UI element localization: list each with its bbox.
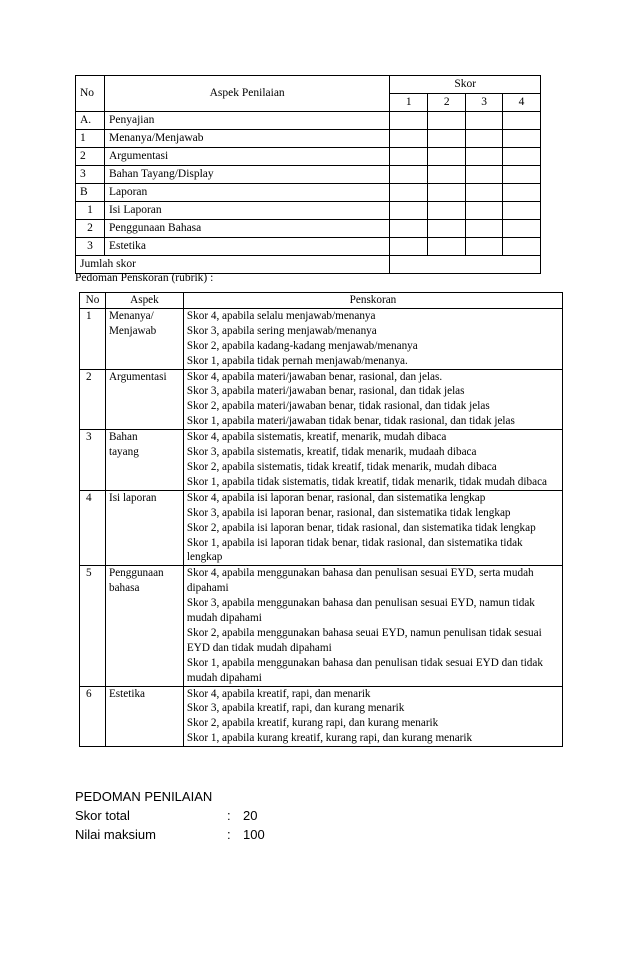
rubric-criterion: Skor 3, apabila materi/jawaban benar, rasional, dan tidak jelas [186,385,465,398]
rubric-criterion: Skor 3, apabila sering menjawab/menanya [186,324,377,337]
grading-label: Skor total [75,808,130,823]
total-score-cell [390,256,541,274]
rubric-criterion: Skor 1, apabila isi laporan tidak benar, tidak rasional, dan sistematika tidak lengkap [186,536,523,564]
rubric-criterion: Skor 1, apabila tidak sistematis, tidak kreatif, tidak menarik, tidak mudah dibaca [186,475,547,488]
score-cell [428,184,466,202]
rubric-criterion: Skor 1, apabila materi/jawaban tidak benar, tidak rasional, dan tidak jelas [186,415,515,428]
row-no: 1 [76,130,105,148]
header-score-1: 1 [390,94,428,112]
score-cell [466,130,503,148]
grading-row-total [75,806,265,825]
rubric-aspek-line: Menjawab [108,324,157,337]
score-cell [428,148,466,166]
rubric-table [79,292,563,747]
row-aspek: Menanya/Menjawab [104,130,389,148]
score-cell [503,220,541,238]
grading-row-max [75,825,265,844]
rubric-criterion: Skor 1, apabila kurang kreatif, kurang rapi, dan kurang menarik [186,732,473,745]
row-no: 1 [76,202,105,220]
score-cell [503,112,541,130]
rubric-criteria [183,490,562,566]
score-cell [428,238,466,256]
grading-guide-title: PEDOMAN PENILAIAN [75,789,213,804]
table-row [76,148,541,166]
rubric-aspek-line: Isi laporan [108,491,157,504]
header-no: No [76,76,105,112]
row-aspek: Isi Laporan [104,202,389,220]
table-row [76,112,541,130]
grading-value: 20 [243,808,258,823]
score-cell [390,202,428,220]
score-cell [390,166,428,184]
header-score-3: 3 [466,94,503,112]
rubric-header-no: No [80,293,106,309]
rubric-aspek [105,308,183,369]
rubric-caption: Pedoman Penskoran (rubrik) : [75,272,214,284]
header-aspek: Aspek Penilaian [104,76,389,112]
header-score-2: 2 [428,94,466,112]
score-cell [428,130,466,148]
rubric-criterion: Skor 2, apabila kreatif, kurang rapi, dan kurang menarik [186,717,439,730]
table-row [76,130,541,148]
row-no: 2 [76,220,105,238]
rubric-aspek-line: Argumentasi [108,370,167,383]
row-no: 3 [76,238,105,256]
rubric-no: 6 [80,686,106,747]
rubric-aspek-line: tayang [108,446,139,459]
rubric-aspek-line: bahasa [108,582,140,595]
rubric-aspek [105,369,183,430]
score-cell [390,130,428,148]
row-aspek: Penyajian [104,112,389,130]
score-cell [428,112,466,130]
rubric-no: 5 [80,566,106,686]
rubric-row [80,686,563,747]
rubric-criterion: Skor 3, apabila menggunakan bahasa dan penulisan sesuai EYD, namun tidak mudah dipahami [186,597,535,625]
rubric-criterion: Skor 4, apabila isi laporan benar, rasional, dan sistematika lengkap [186,491,486,504]
rubric-row [80,308,563,369]
score-cell [503,238,541,256]
rubric-row [80,490,563,566]
score-cell [390,112,428,130]
score-cell [390,220,428,238]
score-cell [466,220,503,238]
score-cell [503,148,541,166]
score-cell [428,202,466,220]
row-no: B [76,184,105,202]
rubric-no: 2 [80,369,106,430]
rubric-criterion: Skor 2, apabila materi/jawaban benar, tidak rasional, dan tidak jelas [186,400,490,413]
rubric-aspek-line: Estetika [108,687,146,700]
rubric-criteria [183,430,562,491]
score-cell [466,166,503,184]
row-aspek: Penggunaan Bahasa [104,220,389,238]
rubric-criterion: Skor 4, apabila sistematis, kreatif, menarik, mudah dibaca [186,431,447,444]
table-row [76,238,541,256]
score-cell [390,238,428,256]
score-cell [466,112,503,130]
rubric-aspek [105,566,183,686]
rubric-criterion: Skor 2, apabila kadang-kadang menjawab/menanya [186,339,418,352]
total-label: Jumlah skor [76,256,390,274]
rubric-header-penskoran: Penskoran [183,293,562,309]
row-no: A. [76,112,105,130]
rubric-criteria [183,308,562,369]
score-cell [466,238,503,256]
score-cell [503,166,541,184]
table-row [76,202,541,220]
rubric-criteria [183,369,562,430]
rubric-aspek-line: Penggunaan [108,567,164,580]
rubric-criterion: Skor 4, apabila menggunakan bahasa dan penulisan sesuai EYD, serta mudah dipahami [186,567,534,595]
row-no: 3 [76,166,105,184]
score-cell [390,184,428,202]
row-aspek: Bahan Tayang/Display [104,166,389,184]
rubric-criterion: Skor 1, apabila menggunakan bahasa dan penulisan tidak sesuai EYD dan tidak mudah dipahami [186,656,543,684]
score-cell [503,130,541,148]
grading-separator: : [227,827,231,842]
score-cell [466,202,503,220]
rubric-criterion: Skor 1, apabila tidak pernah menjawab/menanya. [186,354,408,367]
rubric-criterion: Skor 4, apabila kreatif, rapi, dan menarik [186,687,371,700]
rubric-row [80,430,563,491]
row-aspek: Estetika [104,238,389,256]
table-row [76,166,541,184]
rubric-criterion: Skor 2, apabila isi laporan benar, tidak rasional, dan sistematika tidak lengkap [186,521,536,534]
rubric-aspek-line: Menanya/ [108,309,154,322]
rubric-header-aspek: Aspek [105,293,183,309]
score-cell [428,166,466,184]
rubric-criterion: Skor 2, apabila menggunakan bahasa seuai EYD, namun penulisan tidak sesuai EYD dan tidak mudah dipahami [186,626,542,654]
rubric-no: 3 [80,430,106,491]
grading-guide [75,787,265,844]
header-skor: Skor [390,76,541,94]
rubric-aspek [105,490,183,566]
rubric-no: 1 [80,308,106,369]
rubric-criterion: Skor 4, apabila selalu menjawab/menanya [186,309,376,322]
score-cell [390,148,428,166]
rubric-criteria [183,566,562,686]
row-aspek: Argumentasi [104,148,389,166]
rubric-no: 4 [80,490,106,566]
assessment-table [75,75,541,274]
score-cell [503,202,541,220]
row-aspek: Laporan [104,184,389,202]
rubric-criterion: Skor 2, apabila sistematis, tidak kreatif, tidak menarik, mudah dibaca [186,460,497,473]
rubric-criterion: Skor 3, apabila sistematis, kreatif, tidak menarik, mudaah dibaca [186,446,477,459]
rubric-criterion: Skor 3, apabila kreatif, rapi, dan kurang menarik [186,702,405,715]
rubric-criterion: Skor 4, apabila materi/jawaban benar, rasional, dan jelas. [186,370,443,383]
rubric-criteria [183,686,562,747]
rubric-aspek-line: Bahan [108,431,138,444]
score-cell [503,184,541,202]
rubric-row [80,369,563,430]
rubric-row [80,566,563,686]
table-row [76,184,541,202]
rubric-criterion: Skor 3, apabila isi laporan benar, rasional, dan sistematika tidak lengkap [186,506,511,519]
score-cell [466,184,503,202]
grading-label: Nilai maksium [75,827,156,842]
rubric-aspek [105,430,183,491]
grading-separator: : [227,808,231,823]
score-cell [428,220,466,238]
header-score-4: 4 [503,94,541,112]
grading-value: 100 [243,827,265,842]
table-row [76,220,541,238]
row-no: 2 [76,148,105,166]
rubric-aspek [105,686,183,747]
score-cell [466,148,503,166]
